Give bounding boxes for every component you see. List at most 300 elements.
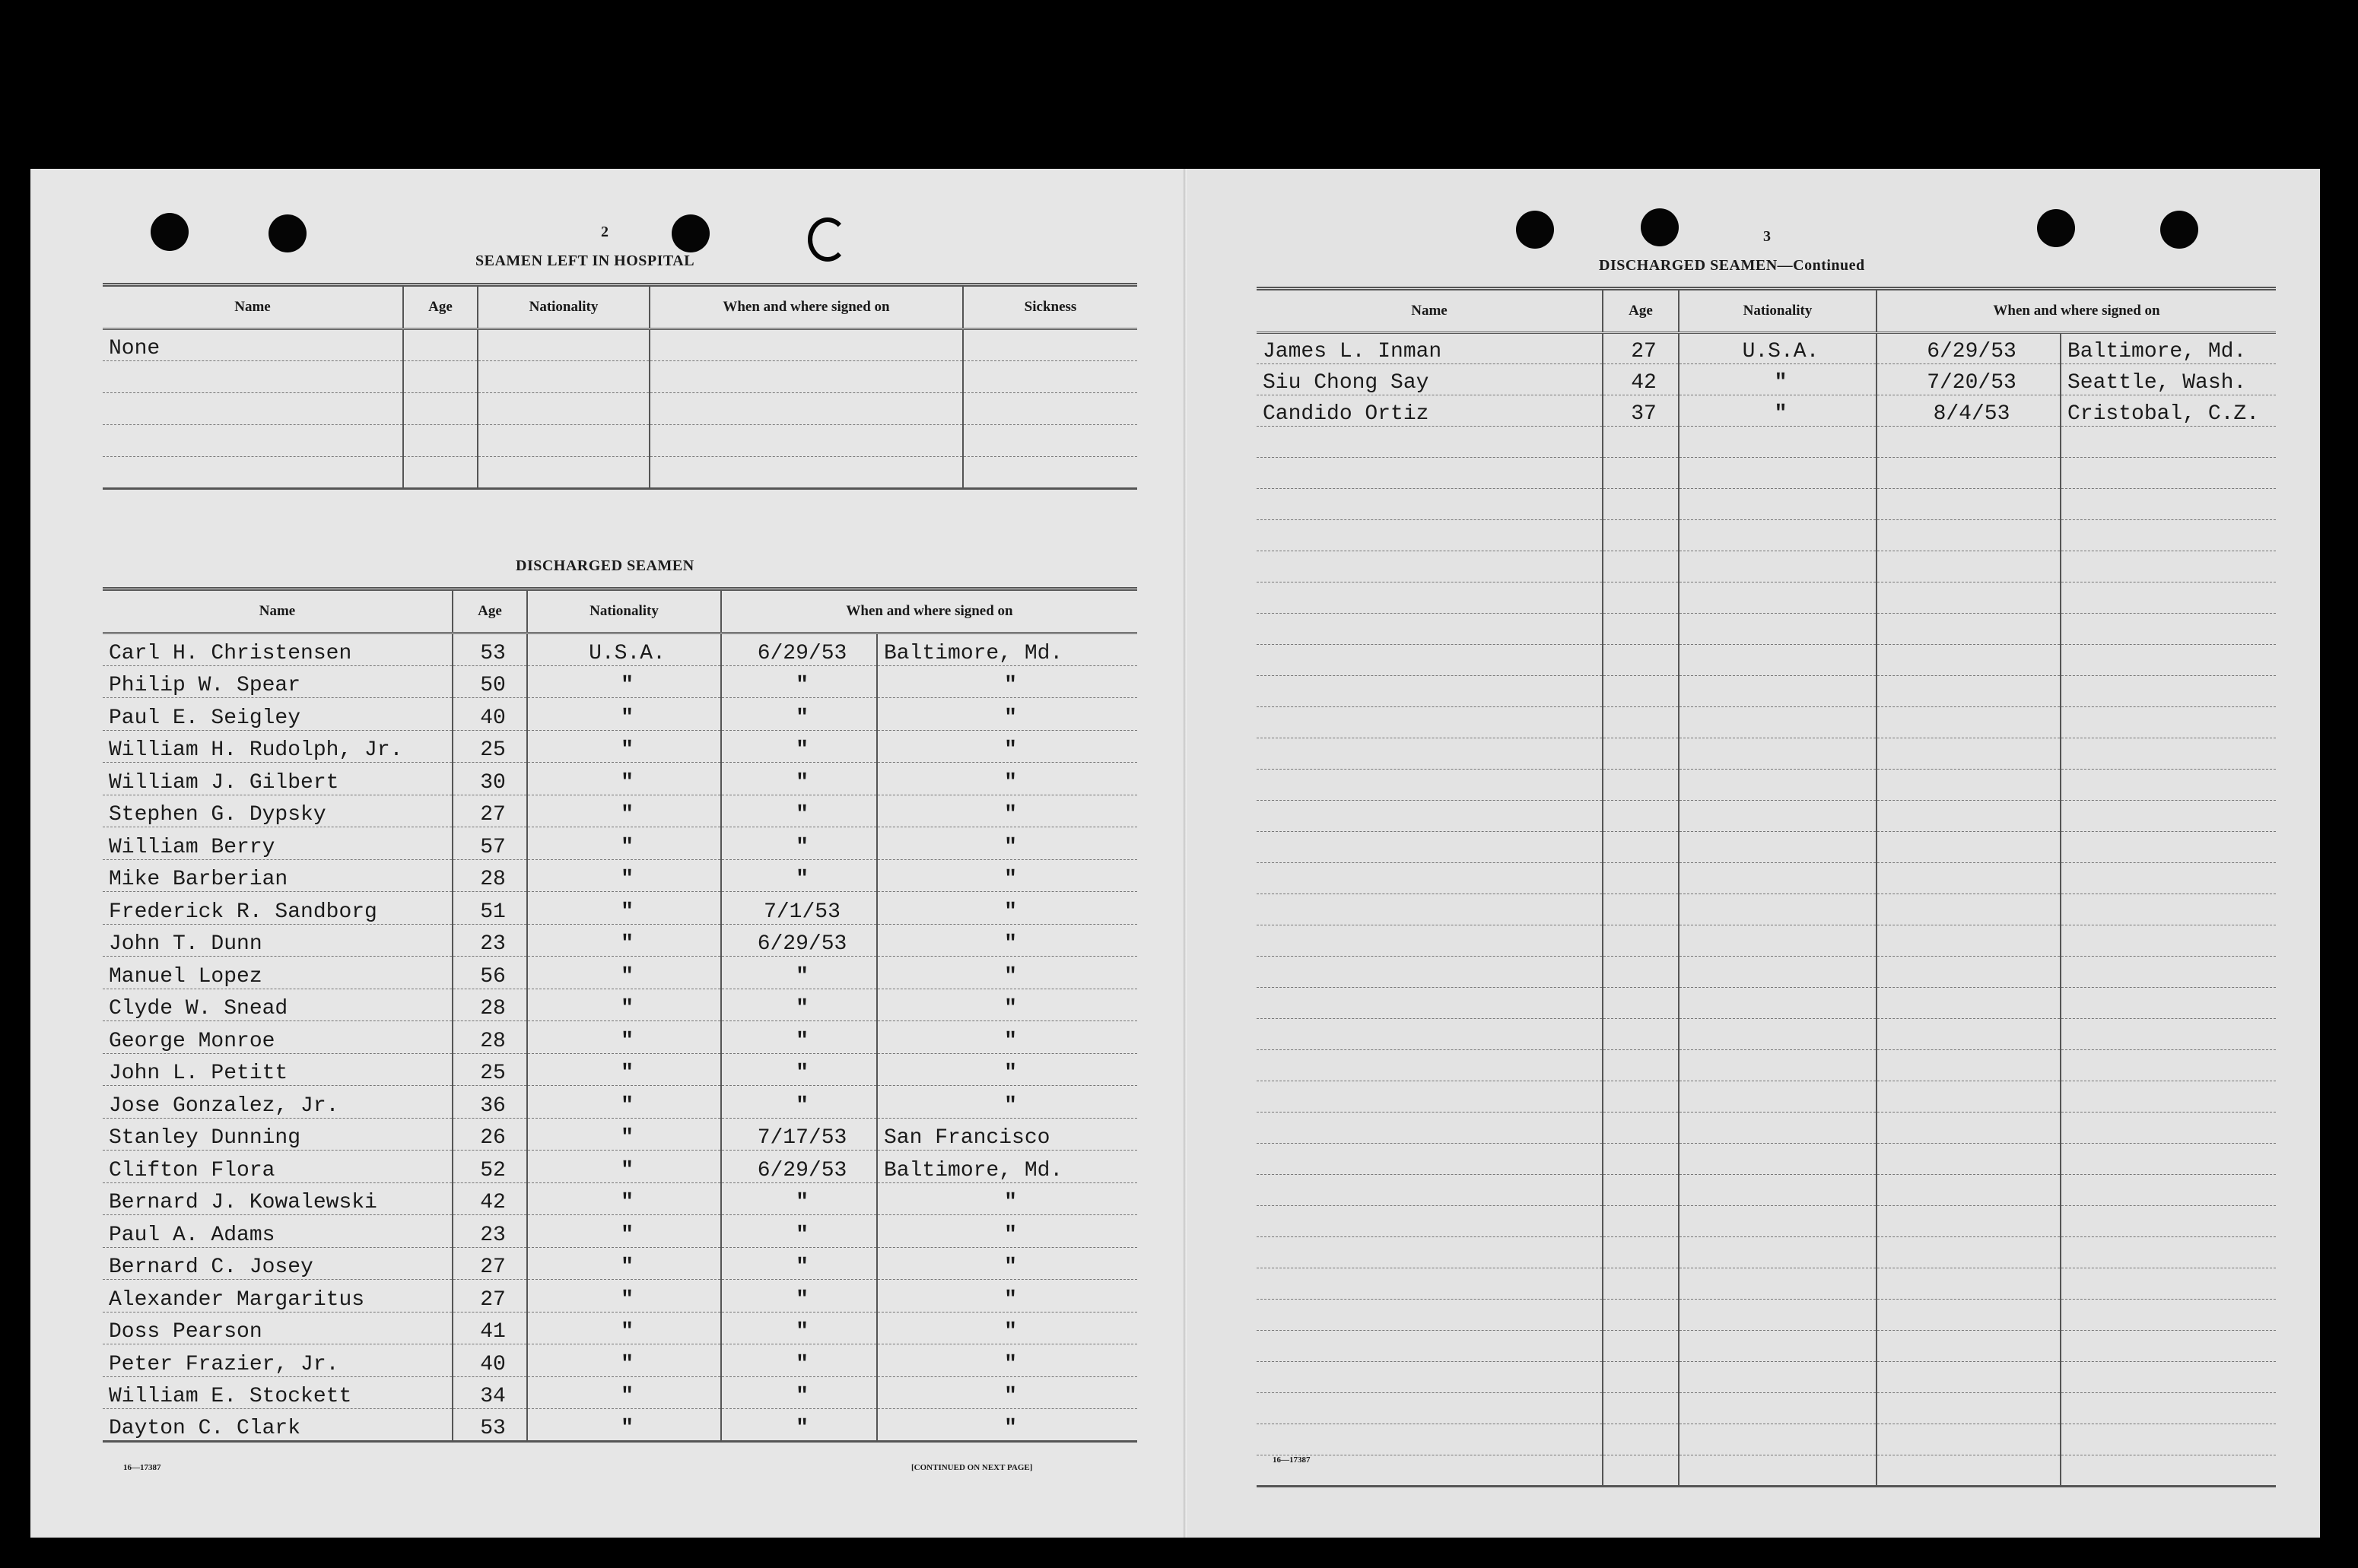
empty-row (1257, 1268, 2276, 1300)
cell-date: " (721, 1215, 877, 1248)
cell-place: " (877, 1312, 1137, 1344)
empty-cell (2061, 863, 2276, 894)
cell-age: 27 (1603, 333, 1679, 364)
cell-age: 53 (453, 1409, 527, 1442)
empty-cell (2061, 1424, 2276, 1455)
cell-place: " (877, 989, 1137, 1021)
cell-place: Baltimore, Md. (877, 1151, 1137, 1183)
empty-cell (2061, 738, 2276, 770)
cell-age: 51 (453, 892, 527, 925)
page-number: 3 (1763, 228, 1771, 245)
column-header: When and where signed on (721, 589, 1137, 633)
empty-cell (1877, 1237, 2061, 1268)
empty-cell (1603, 676, 1679, 707)
punch-hole-icon (672, 214, 710, 252)
cell-place: " (877, 665, 1137, 698)
table-row (103, 957, 1137, 989)
empty-row (1257, 1050, 2276, 1081)
empty-cell (1257, 520, 1603, 551)
empty-row (1257, 1081, 2276, 1113)
empty-row (1257, 738, 2276, 770)
empty-cell (1603, 863, 1679, 894)
cell-name: Paul E. Seigley (103, 698, 453, 731)
empty-cell (1603, 1050, 1679, 1081)
empty-row (1257, 489, 2276, 520)
empty-row (1257, 925, 2276, 957)
empty-cell (1877, 676, 2061, 707)
cell-age: 57 (453, 827, 527, 860)
empty-cell (1679, 1331, 1877, 1362)
empty-cell (1257, 770, 1603, 801)
cell-nationality: U.S.A. (527, 633, 721, 666)
column-header: Age (403, 285, 478, 329)
column-header: Nationality (1679, 289, 1877, 333)
empty-cell (1257, 801, 1603, 832)
empty-cell (1877, 1081, 2061, 1113)
cell-nationality: " (527, 1151, 721, 1183)
empty-row (1257, 770, 2276, 801)
empty-cell (2061, 427, 2276, 458)
form-code: 16—17387 (123, 1463, 161, 1472)
cell-sickness (963, 361, 1137, 393)
empty-cell (1877, 614, 2061, 645)
empty-cell (1877, 1300, 2061, 1331)
empty-cell (1679, 458, 1877, 489)
empty-cell (2061, 614, 2276, 645)
empty-row (1257, 1144, 2276, 1175)
empty-cell (1679, 738, 1877, 770)
empty-row (1257, 1019, 2276, 1050)
empty-cell (1679, 957, 1877, 988)
cell-place: " (877, 1344, 1137, 1377)
empty-cell (1257, 707, 1603, 738)
empty-cell (1679, 832, 1877, 863)
empty-row (1257, 520, 2276, 551)
empty-cell (1679, 863, 1877, 894)
empty-cell (1679, 551, 1877, 582)
empty-cell (1257, 1144, 1603, 1175)
cell-date: " (721, 1053, 877, 1086)
empty-cell (2061, 1362, 2276, 1393)
cell-name: Jose Gonzalez, Jr. (103, 1086, 453, 1119)
empty-cell (1603, 1237, 1679, 1268)
cell-date: " (721, 989, 877, 1021)
empty-cell (1679, 1362, 1877, 1393)
empty-cell (1877, 1113, 2061, 1144)
empty-cell (2061, 458, 2276, 489)
table-row (103, 924, 1137, 957)
cell-date: " (721, 827, 877, 860)
cell-nationality: " (1679, 395, 1877, 427)
empty-cell (1603, 801, 1679, 832)
cell-place: " (877, 827, 1137, 860)
table-row (103, 1215, 1137, 1248)
cell-place: Seattle, Wash. (2061, 364, 2276, 395)
empty-cell (1257, 1237, 1603, 1268)
cell-nationality: " (527, 665, 721, 698)
empty-cell (1877, 1362, 2061, 1393)
cell-place: " (877, 1215, 1137, 1248)
cell-age: 25 (453, 1053, 527, 1086)
right-page (1187, 169, 2320, 1538)
empty-cell (1679, 801, 1877, 832)
cell-age: 23 (453, 1215, 527, 1248)
cell-name: Clifton Flora (103, 1151, 453, 1183)
empty-cell (1257, 1362, 1603, 1393)
empty-cell (1877, 427, 2061, 458)
empty-row (1257, 427, 2276, 458)
table-row (1257, 395, 2276, 427)
cell-nationality: " (527, 1182, 721, 1215)
empty-cell (1603, 770, 1679, 801)
cell-place: " (877, 1409, 1137, 1442)
empty-cell (1877, 1206, 2061, 1237)
empty-cell (1603, 520, 1679, 551)
cell-age (403, 329, 478, 361)
cell-date: " (721, 730, 877, 763)
empty-cell (1603, 1144, 1679, 1175)
cell-name: Bernard C. Josey (103, 1247, 453, 1280)
cell-nationality: " (527, 1086, 721, 1119)
cell-name: John L. Petitt (103, 1053, 453, 1086)
empty-cell (2061, 1206, 2276, 1237)
empty-row (1257, 1331, 2276, 1362)
empty-cell (2061, 1144, 2276, 1175)
empty-cell (1257, 614, 1603, 645)
empty-cell (1679, 1237, 1877, 1268)
column-header: Sickness (963, 285, 1137, 329)
cell-nationality: " (527, 1376, 721, 1409)
empty-cell (1603, 614, 1679, 645)
cell-name: Peter Frazier, Jr. (103, 1344, 453, 1377)
cell-age: 27 (453, 795, 527, 827)
empty-row (1257, 863, 2276, 894)
table-row (103, 1182, 1137, 1215)
cell-date: " (721, 1409, 877, 1442)
empty-cell (1877, 894, 2061, 925)
cell-age: 37 (1603, 395, 1679, 427)
cell-nationality: " (527, 989, 721, 1021)
empty-row (1257, 832, 2276, 863)
cell-nationality: " (527, 1280, 721, 1312)
table-row (103, 393, 1137, 425)
cell-place: Baltimore, Md. (2061, 333, 2276, 364)
empty-cell (1679, 582, 1877, 614)
cell-place: " (877, 1376, 1137, 1409)
empty-cell (1877, 770, 2061, 801)
cell-place: " (877, 730, 1137, 763)
empty-cell (1603, 1268, 1679, 1300)
empty-cell (2061, 520, 2276, 551)
empty-cell (1257, 551, 1603, 582)
cell-age (403, 393, 478, 425)
empty-cell (1679, 1206, 1877, 1237)
cell-place: San Francisco (877, 1118, 1137, 1151)
cell-name: Paul A. Adams (103, 1215, 453, 1248)
empty-cell (1603, 1175, 1679, 1206)
table-row (103, 1280, 1137, 1312)
continued-note: [CONTINUED ON NEXT PAGE] (911, 1463, 1033, 1472)
cell-age: 34 (453, 1376, 527, 1409)
cell-sickness (963, 329, 1137, 361)
empty-cell (1257, 1268, 1603, 1300)
empty-cell (1603, 1206, 1679, 1237)
empty-cell (1679, 676, 1877, 707)
cell-sickness (963, 393, 1137, 425)
table-row (103, 361, 1137, 393)
left-page (30, 169, 1187, 1538)
table-row (103, 1151, 1137, 1183)
cell-sickness (963, 457, 1137, 489)
empty-row (1257, 1393, 2276, 1424)
empty-cell (1877, 925, 2061, 957)
table-row (103, 795, 1137, 827)
empty-cell (1257, 1050, 1603, 1081)
empty-cell (1257, 1113, 1603, 1144)
table-row (103, 1118, 1137, 1151)
empty-row (1257, 645, 2276, 676)
empty-cell (1877, 707, 2061, 738)
table-row (103, 1247, 1137, 1280)
empty-cell (1679, 707, 1877, 738)
column-header: Name (259, 603, 296, 619)
cell-place: " (877, 1280, 1137, 1312)
cell-age: 28 (453, 989, 527, 1021)
empty-cell (1603, 427, 1679, 458)
empty-cell (2061, 645, 2276, 676)
empty-cell (1257, 988, 1603, 1019)
empty-cell (2061, 1081, 2276, 1113)
empty-cell (2061, 770, 2276, 801)
table-row (103, 665, 1137, 698)
empty-cell (1679, 925, 1877, 957)
empty-cell (2061, 957, 2276, 988)
empty-cell (1877, 1424, 2061, 1455)
empty-cell (1603, 1300, 1679, 1331)
cell-name: John T. Dunn (103, 924, 453, 957)
empty-cell (1877, 489, 2061, 520)
column-header: Nationality (527, 589, 721, 633)
cell-date: 6/29/53 (721, 924, 877, 957)
cell-name: Mike Barberian (103, 859, 453, 892)
cell-date: 8/4/53 (1877, 395, 2061, 427)
cell-name: None (103, 329, 403, 361)
table-row (103, 859, 1137, 892)
table-row (103, 989, 1137, 1021)
cell-name: Carl H. Christensen (103, 633, 453, 666)
cell-nationality: U.S.A. (1679, 333, 1877, 364)
empty-cell (1679, 520, 1877, 551)
empty-cell (1877, 988, 2061, 1019)
empty-cell (1877, 1268, 2061, 1300)
cell-nationality: " (527, 892, 721, 925)
page-number: 2 (601, 224, 609, 240)
empty-cell (1257, 489, 1603, 520)
empty-cell (1679, 1175, 1877, 1206)
empty-cell (1257, 894, 1603, 925)
empty-cell (1679, 489, 1877, 520)
empty-cell (2061, 489, 2276, 520)
cell-date: " (721, 1376, 877, 1409)
empty-cell (2061, 1393, 2276, 1424)
cell-nationality (478, 361, 650, 393)
cell-date: " (721, 1312, 877, 1344)
empty-cell (1257, 1300, 1603, 1331)
empty-cell (1257, 645, 1603, 676)
cell-nationality (478, 425, 650, 457)
section-title: DISCHARGED SEAMEN—Continued (1599, 257, 1865, 274)
empty-cell (1603, 957, 1679, 988)
empty-cell (1877, 1455, 2061, 1487)
empty-row (1257, 1175, 2276, 1206)
cell-name: Philip W. Spear (103, 665, 453, 698)
cell-age (403, 425, 478, 457)
cell-date: " (721, 957, 877, 989)
cell-date: 6/29/53 (1877, 333, 2061, 364)
empty-cell (2061, 707, 2276, 738)
punch-hole-icon (269, 214, 307, 252)
table-row (103, 1344, 1137, 1377)
empty-cell (2061, 676, 2276, 707)
empty-cell (2061, 1050, 2276, 1081)
table-header-row (103, 589, 1137, 633)
cell-name: Candido Ortiz (1257, 395, 1603, 427)
cell-place: " (877, 859, 1137, 892)
empty-row (1257, 676, 2276, 707)
table-row (103, 1376, 1137, 1409)
empty-row (1257, 1362, 2276, 1393)
punch-hole-icon (808, 217, 847, 262)
empty-row (1257, 957, 2276, 988)
cell-age: 36 (453, 1086, 527, 1119)
empty-cell (1603, 1331, 1679, 1362)
empty-cell (1679, 894, 1877, 925)
empty-cell (1877, 957, 2061, 988)
cell-nationality: " (527, 1312, 721, 1344)
cell-place: " (877, 924, 1137, 957)
column-header: When and where signed on (650, 285, 963, 329)
empty-row (1257, 551, 2276, 582)
cell-age: 52 (453, 1151, 527, 1183)
empty-cell (1877, 582, 2061, 614)
cell-name (103, 457, 403, 489)
empty-cell (1257, 1206, 1603, 1237)
table-row (1257, 333, 2276, 364)
cell-place: " (877, 1086, 1137, 1119)
cell-name: Doss Pearson (103, 1312, 453, 1344)
cell-nationality: " (1679, 364, 1877, 395)
empty-cell (1603, 1455, 1679, 1487)
empty-cell (1877, 1144, 2061, 1175)
table-row (103, 827, 1137, 860)
column-header: Nationality (478, 285, 650, 329)
empty-row (1257, 582, 2276, 614)
empty-cell (1603, 1081, 1679, 1113)
empty-cell (1603, 458, 1679, 489)
empty-row (1257, 801, 2276, 832)
empty-cell (1257, 738, 1603, 770)
cell-date: " (721, 859, 877, 892)
cell-place: " (877, 892, 1137, 925)
cell-place: " (877, 1247, 1137, 1280)
empty-cell (1877, 1019, 2061, 1050)
cell-name: William H. Rudolph, Jr. (103, 730, 453, 763)
empty-row (1257, 1113, 2276, 1144)
empty-cell (1603, 1113, 1679, 1144)
empty-cell (1679, 1144, 1877, 1175)
empty-cell (1877, 551, 2061, 582)
table-row (103, 698, 1137, 731)
cell-nationality: " (527, 795, 721, 827)
table-row (103, 1021, 1137, 1054)
empty-cell (2061, 1019, 2276, 1050)
empty-cell (1877, 863, 2061, 894)
cell-age: 42 (453, 1182, 527, 1215)
cell-nationality: " (527, 763, 721, 795)
empty-cell (2061, 1268, 2276, 1300)
cell-date: 6/29/53 (721, 633, 877, 666)
punch-hole-icon (2037, 209, 2075, 247)
empty-cell (1679, 1455, 1877, 1487)
table-row (103, 763, 1137, 795)
empty-cell (2061, 894, 2276, 925)
empty-cell (1877, 520, 2061, 551)
empty-cell (2061, 1300, 2276, 1331)
cell-age: 30 (453, 763, 527, 795)
empty-cell (1257, 1331, 1603, 1362)
cell-age: 27 (453, 1247, 527, 1280)
cell-name: Alexander Margaritus (103, 1280, 453, 1312)
empty-cell (1603, 582, 1679, 614)
cell-name (103, 425, 403, 457)
empty-cell (1877, 801, 2061, 832)
empty-cell (2061, 801, 2276, 832)
cell-nationality (478, 457, 650, 489)
empty-cell (1257, 1019, 1603, 1050)
column-header: Age (453, 589, 527, 633)
empty-cell (2061, 832, 2276, 863)
cell-name: Stephen G. Dypsky (103, 795, 453, 827)
cell-nationality: " (527, 698, 721, 731)
empty-row (1257, 707, 2276, 738)
cell-name: Dayton C. Clark (103, 1409, 453, 1442)
empty-cell (1603, 1393, 1679, 1424)
empty-cell (1257, 925, 1603, 957)
cell-date: " (721, 763, 877, 795)
empty-cell (1603, 489, 1679, 520)
empty-cell (1603, 1019, 1679, 1050)
cell-date: " (721, 1021, 877, 1054)
empty-cell (2061, 1175, 2276, 1206)
cell-place: Baltimore, Md. (877, 633, 1137, 666)
cell-date: " (721, 665, 877, 698)
discharged-table (103, 587, 1137, 1443)
cell-name: William E. Stockett (103, 1376, 453, 1409)
empty-cell (2061, 582, 2276, 614)
cell-nationality: " (527, 730, 721, 763)
cell-date (650, 361, 963, 393)
table-header-row (1257, 289, 2276, 333)
empty-cell (2061, 1331, 2276, 1362)
discharged-section-title: DISCHARGED SEAMEN (516, 557, 694, 574)
column-header: When and where signed on (1877, 289, 2276, 333)
empty-cell (1877, 832, 2061, 863)
cell-name: William Berry (103, 827, 453, 860)
empty-cell (1679, 645, 1877, 676)
table-row (1257, 364, 2276, 395)
empty-cell (1603, 925, 1679, 957)
empty-cell (1257, 1424, 1603, 1455)
